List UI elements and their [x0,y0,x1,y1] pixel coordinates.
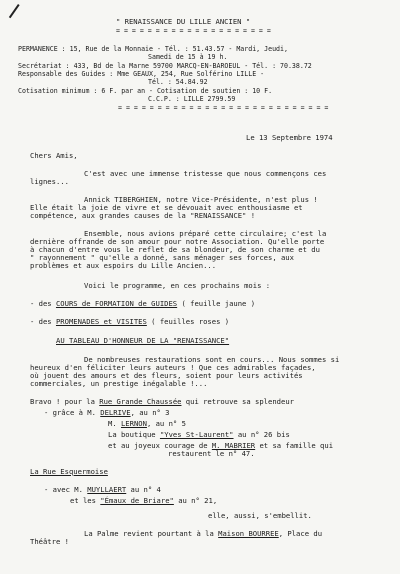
lernon-suffix: , au n° 5 [146,419,186,428]
greeting: Chers Amis, [30,151,78,160]
palme-line-2: Théâtre ! [30,537,69,546]
mabrier-name: M. MABRIER [211,441,256,450]
item-suffix: ( feuilles roses ) [146,317,230,326]
p3-line-3: à chacun d'entre vous le reflet de sa blondeur, de son charme et du [30,245,320,254]
cotisation-line-1: Cotisation minimum : 6 F. par an - Cotisation de soutien : 10 F. [18,87,273,95]
boutique-name: "Yves St-Laurent" [159,430,234,439]
embellit-line: elle, aussi, s'embellit. [208,511,312,520]
emaux-name: "Émaux de Briare" [100,496,174,505]
letter-date: Le 13 Septembre 1974 [246,133,333,142]
p3-line-4: " rayonnement " qu'elle a donné, sans ménager ses forces, aux [30,253,294,262]
honneur-line-4: commerciales, un prestige inégalable !... [30,379,208,388]
honneur-line-3: où jouent des amours et des fleurs, soient pour leurs activités [30,371,303,380]
mabrier-suffix: et sa famille qui [255,441,334,450]
secretariat-line: Secrétariat : 433, Bd de la Marne 59700 MARCQ-EN-BAROEUL - Tél. : 70.38.72 [18,62,312,70]
cotisation-line-2: C.C.P. : LILLE 2799.59 [148,95,236,103]
honneur-heading: AU TABLEAU D'HONNEUR DE LA "RENAISSANCE" [56,336,230,345]
honneur-line-2: heureux d'en féliciter leurs auteurs ! Que ces admirables façades, [30,363,316,372]
item-suffix: ( feuille jaune ) [177,299,256,308]
delrive-suffix: , au n° 3 [130,408,170,417]
muyllaert-name: MUYLLAERT [87,485,127,494]
bravo-prefix: Bravo ! pour la [30,397,100,406]
p1-line-1: C'est avec une immense tristesse que nous commençons ces [84,169,327,178]
info-rule: = = = = = = = = = = = = = = = = = = = = = = = = = = = [118,104,329,112]
programme-item-guides [30,300,255,308]
palme-prefix: La Palme revient pourtant à la [84,529,219,538]
programme-intro: Voici le programme, en ces prochains mois : [84,281,271,290]
boutique-prefix: La boutique [108,430,160,439]
mabrier-line-2: restaurent le n° 47. [168,449,255,458]
permanence-line-1: PERMANENCE : 15, Rue de la Monnaie - Tél. : 51.43.57 - Mardi, Jeudi, [18,45,288,53]
lernon-line [108,420,186,428]
palme-line [84,530,322,538]
muyllaert-suffix: au n° 4 [126,485,161,494]
mabrier-prefix: et au joyeux courage de [108,441,212,450]
emaux-line [70,497,217,505]
delrive-name: DELRIVE [100,408,131,417]
programme-item-promenades [30,318,229,326]
delrive-prefix: - grâce à M. [44,408,101,417]
item-prefix: - des [30,299,56,308]
emaux-prefix: et les [70,496,101,505]
p2-line-3: compétence, aux grandes causes de la "RENAISSANCE" ! [30,211,256,220]
honneur-line-1: De nombreuses restaurations sont en cours... Nous sommes si [84,355,340,364]
bravo-suffix: qui retrouve sa splendeur [181,397,294,406]
permanence-line-2: Samedi de 15 à 19 h. [148,53,228,61]
promenades-visites-link[interactable]: PROMENADES et VISITES [55,317,147,326]
p3-line-1: Ensemble, nous avions préparé cette circulaire; c'est la [84,229,327,238]
pen-stroke-mark [9,4,20,18]
delrive-line [44,409,170,417]
muyllaert-prefix: - avec M. [44,485,88,494]
item-prefix: - des [30,317,56,326]
letterhead-title: " RENAISSANCE DU LILLE ANCIEN " [116,17,251,26]
p2-line-1: Annick TIBERGHIEN, notre Vice-Présidente, n'est plus ! [84,195,318,204]
lernon-prefix: M. [108,419,121,428]
boutique-line [108,431,290,439]
maison-bourree-name: Maison BOURREE [218,529,279,538]
header-rule: = = = = = = = = = = = = = = = = = = = = [116,27,271,35]
responsable-line-1: Responsable des Guides : Mme GEAUX, 254, Rue Solférino LILLE - [18,70,265,78]
boutique-suffix: au n° 26 bis [233,430,290,439]
cours-formation-guides-link[interactable]: COURS de FORMATION de GUIDES [55,299,178,308]
muyllaert-line [44,486,161,494]
bravo-line [30,398,294,406]
lernon-name: LERNON [120,419,147,428]
responsable-line-2: Tél. : 54.84.92 [148,78,208,86]
p2-line-2: Elle était la joie de vivre et se dévouait avec enthousiasme et [30,203,303,212]
esquermoise-heading: La Rue Esquermoise [30,467,108,476]
rue-grande-chaussee-link[interactable]: Rue Grande Chaussée [99,397,182,406]
p3-line-2: dernière offrande de son amour pour notre Association. Qu'elle porte [30,237,325,246]
p1-line-2: lignes... [30,177,69,186]
emaux-suffix: au n° 21, [173,496,218,505]
palme-suffix: , Place du [278,529,323,538]
p3-line-5: problèmes et aux espoirs du Lille Ancien... [30,261,217,270]
